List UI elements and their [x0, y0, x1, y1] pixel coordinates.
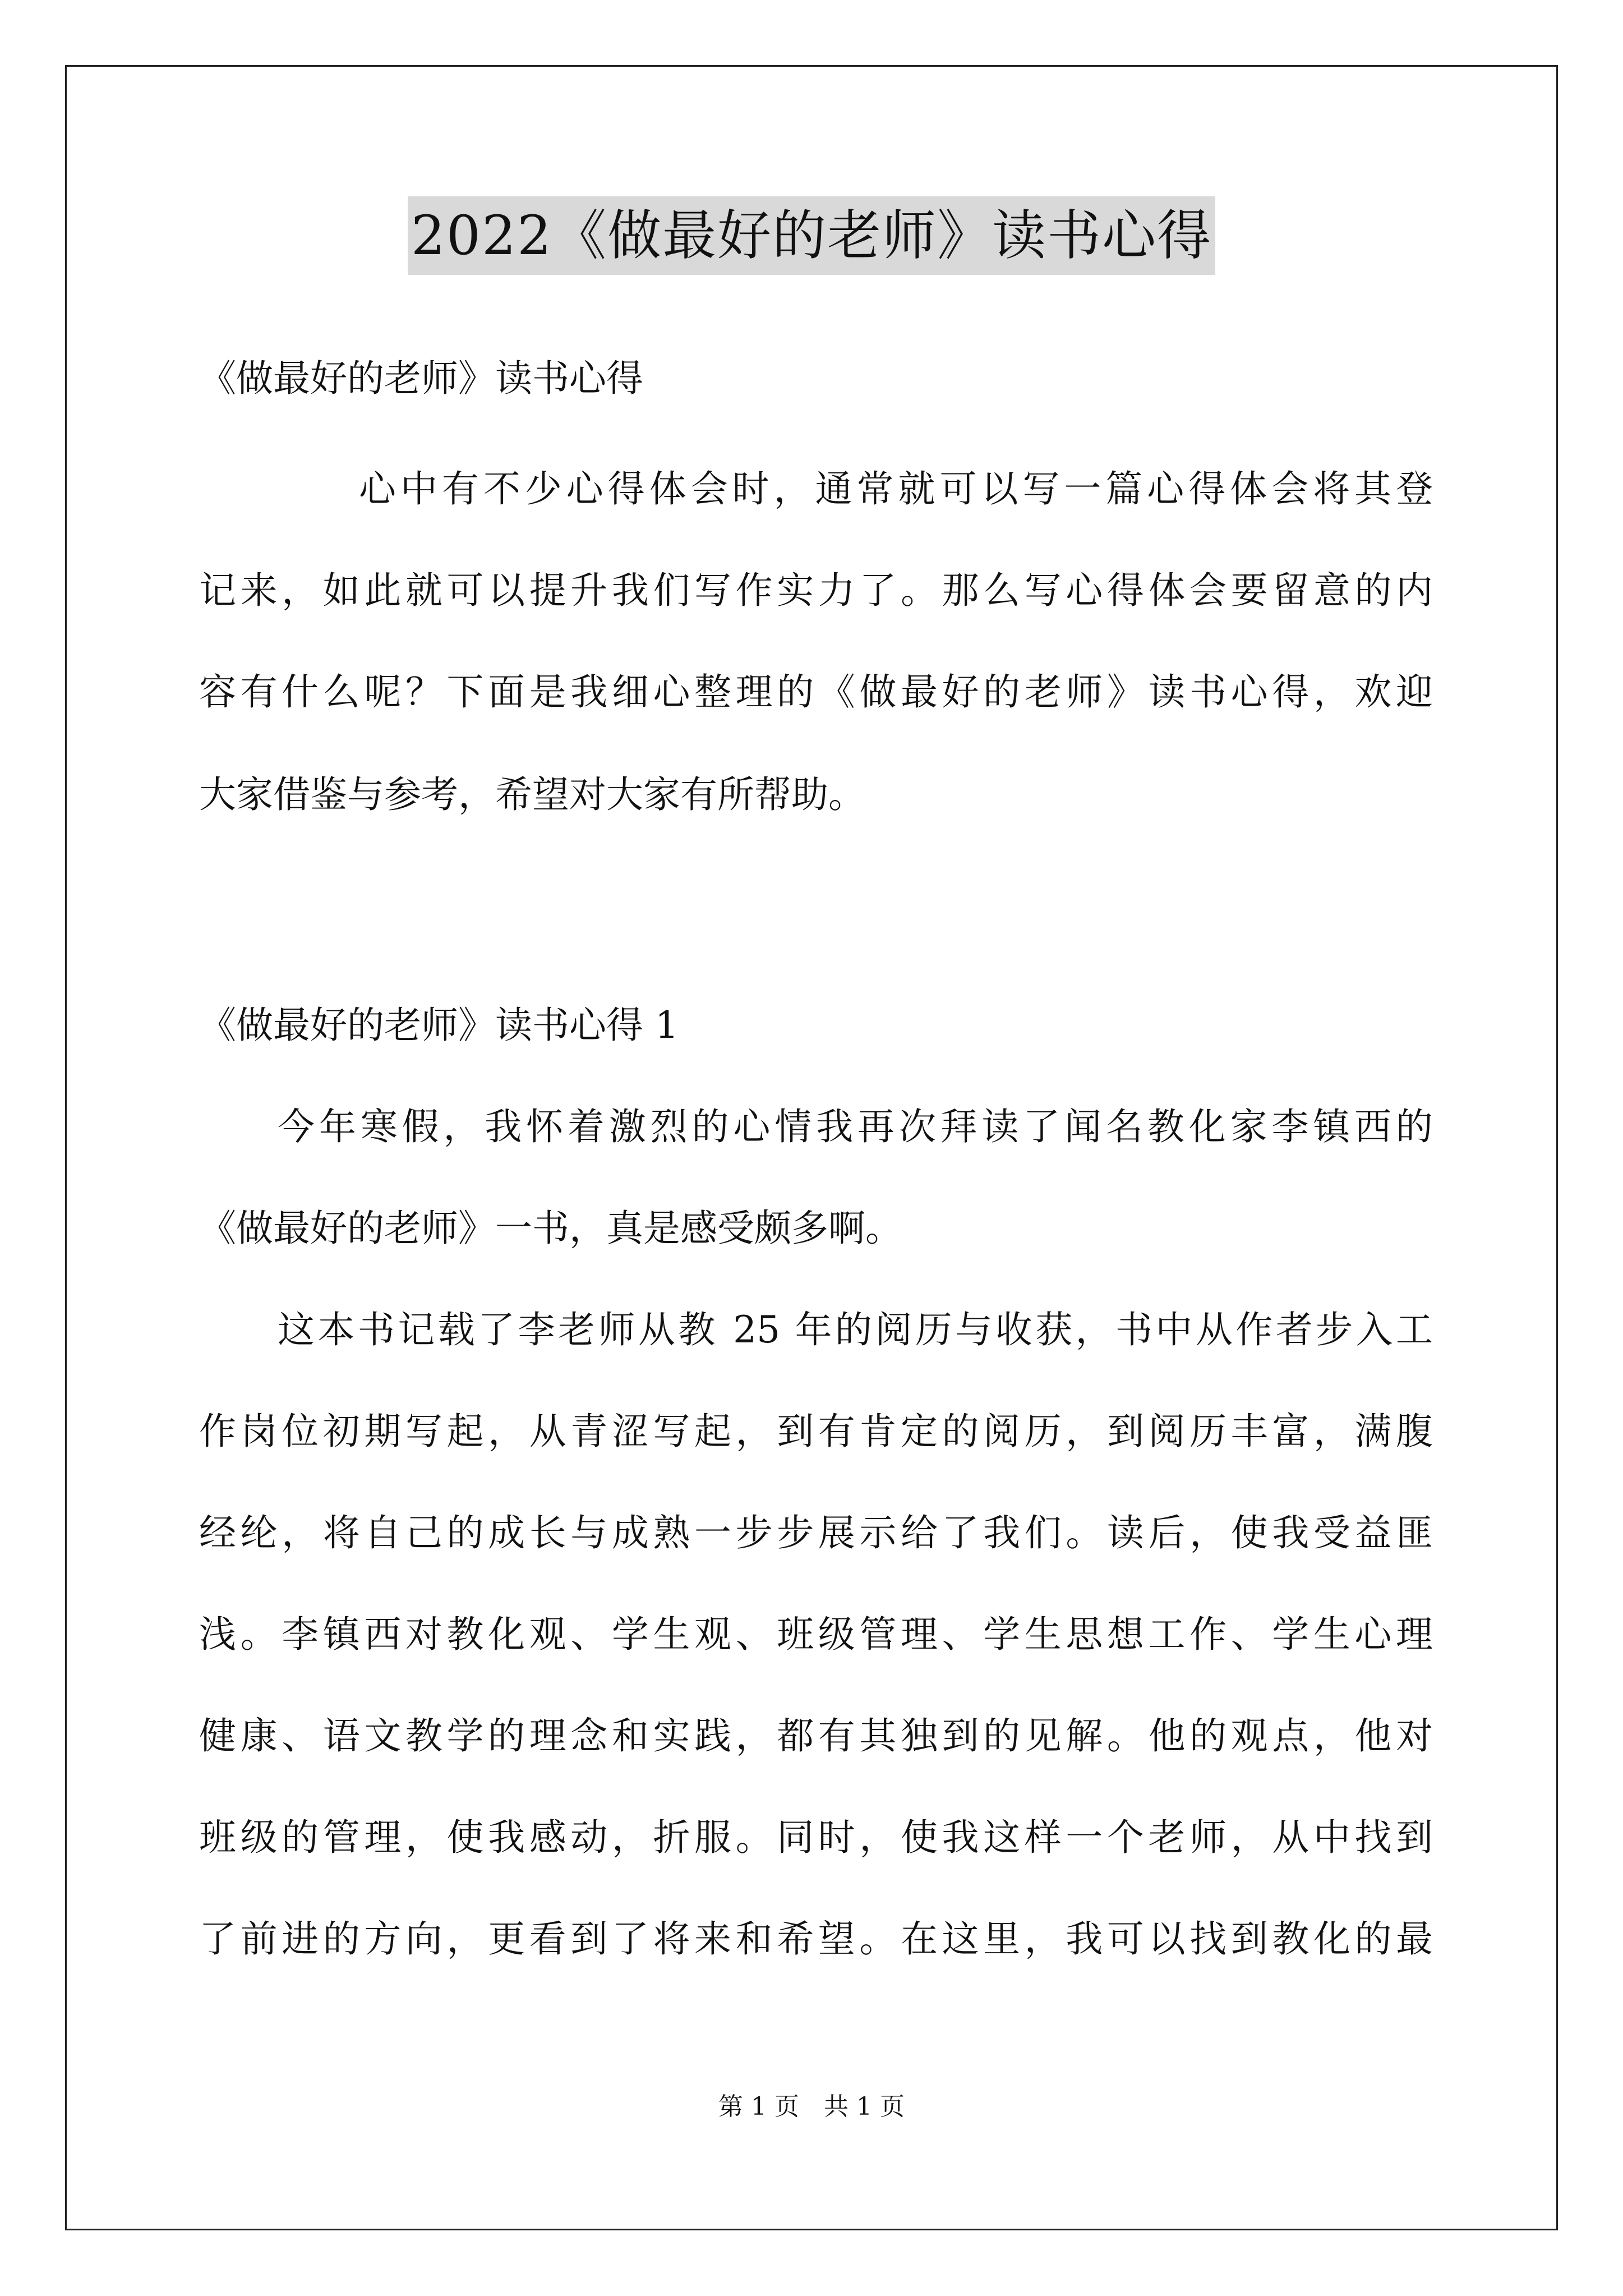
para2-line-2: 作岗位初期写起，从青涩写起，到有肯定的阅历，到阅历丰富，满腹 [199, 1410, 1433, 1453]
para2-line-7: 了前进的方向，更看到了将来和希望。在这里，我可以找到教化的最 [199, 1917, 1433, 1961]
intro-line-3: 容有什么呢？下面是我细心整理的《做最好的老师》读书心得，欢迎 [199, 670, 1433, 714]
para1-line-1: 今年寒假，我怀着激烈的心情我再次拜读了闻名教化家李镇西的 [278, 1105, 1433, 1148]
para2-line-5: 健康、语文教学的理念和实践，都有其独到的见解。他的观点，他对 [199, 1714, 1433, 1757]
intro-line-4: 大家借鉴与参考，希望对大家有所帮助。 [199, 773, 865, 816]
para2-line-6: 班级的管理，使我感动，折服。同时，使我这样一个老师，从中找到 [199, 1816, 1433, 1859]
para2-line-3: 经纶，将自己的成长与成熟一步步展示给了我们。读后，使我受益匪 [199, 1511, 1433, 1554]
title-container [0, 196, 1623, 275]
page-footer: 第 1 页 共 1 页 [718, 2092, 905, 2121]
document-title: 2022《做最好的老师》读书心得 [408, 196, 1215, 275]
intro-line-2: 记来，如此就可以提升我们写作实力了。那么写心得体会要留意的内 [199, 569, 1433, 612]
para1-line-2: 《做最好的老师》一书，真是感受颇多啊。 [199, 1207, 902, 1250]
para2-line-4: 浅。李镇西对教化观、学生观、班级管理、学生思想工作、学生心理 [199, 1613, 1433, 1656]
intro-line-1: 心中有不少心得体会时，通常就可以写一篇心得体会将其登 [359, 467, 1433, 510]
para2-line-1: 这本书记载了李老师从教 25 年的阅历与收获，书中从作者步入工 [278, 1308, 1433, 1351]
section-heading: 《做最好的老师》读书心得 1 [199, 1004, 679, 1047]
subtitle: 《做最好的老师》读书心得 [199, 357, 643, 400]
